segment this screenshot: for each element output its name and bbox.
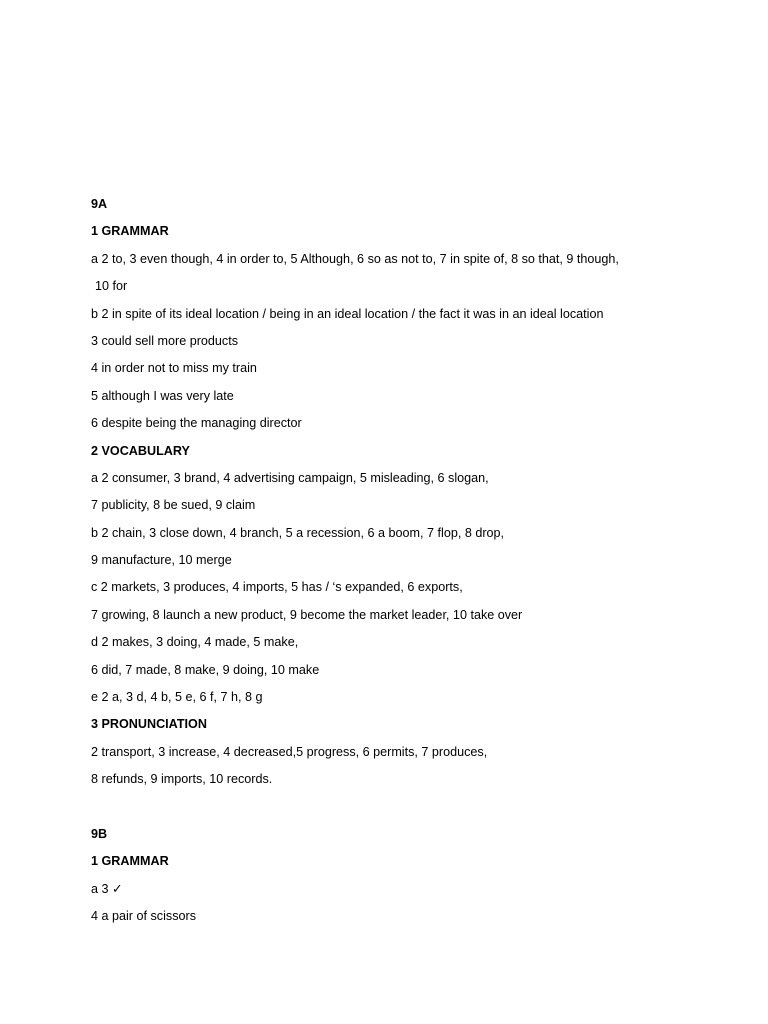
section-title-9a: 9A — [91, 197, 108, 211]
vocabulary-line-9a: e 2 a, 3 d, 4 b, 5 e, 6 f, 7 h, 8 g — [91, 690, 263, 705]
vocabulary-line-9a: d 2 makes, 3 doing, 4 made, 5 make, — [91, 635, 299, 650]
section-title-9b: 9B — [91, 826, 108, 841]
section-spacer — [91, 797, 751, 824]
grammar-line-9b: 4 a pair of scissors — [91, 909, 196, 924]
vocabulary-heading-9a: 2 VOCABULARY — [91, 443, 190, 458]
vocabulary-line-9a: b 2 chain, 3 close down, 4 branch, 5 a recession, 6 a boom, 7 flop, 8 drop, — [91, 525, 505, 540]
vocabulary-line-9a: 7 growing, 8 launch a new product, 9 become the market leader, 10 take over — [91, 607, 523, 622]
grammar-line-9a: 10 for — [95, 279, 128, 294]
pronunciation-line-9a: 8 refunds, 9 imports, 10 records. — [91, 772, 273, 787]
grammar-line-9a: 3 could sell more products — [91, 333, 238, 348]
grammar-line-9a: 5 although I was very late — [91, 388, 234, 403]
pronunciation-line-9a: 2 transport, 3 increase, 4 decreased,5 progress, 6 permits, 7 produces, — [91, 744, 488, 759]
grammar-line-9a: 4 in order not to miss my train — [91, 361, 257, 376]
grammar-line-9a: a 2 to, 3 even though, 4 in order to, 5 Although, 6 so as not to, 7 in spite of, 8 so that, 9 though, — [91, 251, 619, 266]
pronunciation-heading-9a: 3 PRONUNCIATION — [91, 717, 207, 732]
grammar-heading-9a: 1 GRAMMAR — [91, 224, 169, 239]
answer-key-page — [91, 194, 751, 934]
vocabulary-line-9a: 7 publicity, 8 be sued, 9 claim — [91, 498, 256, 513]
vocabulary-line-9a: 6 did, 7 made, 8 make, 9 doing, 10 make — [91, 662, 320, 677]
vocabulary-line-9a: 9 manufacture, 10 merge — [91, 553, 232, 568]
grammar-heading-9b: 1 GRAMMAR — [91, 854, 169, 869]
grammar-line-9a: b 2 in spite of its ideal location / being in an ideal location / the fact it was in an ideal location — [91, 306, 604, 321]
vocabulary-line-9a: c 2 markets, 3 produces, 4 imports, 5 has / ‘s expanded, 6 exports, — [91, 580, 463, 595]
vocabulary-line-9a: a 2 consumer, 3 brand, 4 advertising campaign, 5 misleading, 6 slogan, — [91, 470, 489, 485]
grammar-line-9a: 6 despite being the managing director — [91, 416, 302, 431]
grammar-line-9b: a 3 ✓ — [91, 881, 123, 896]
